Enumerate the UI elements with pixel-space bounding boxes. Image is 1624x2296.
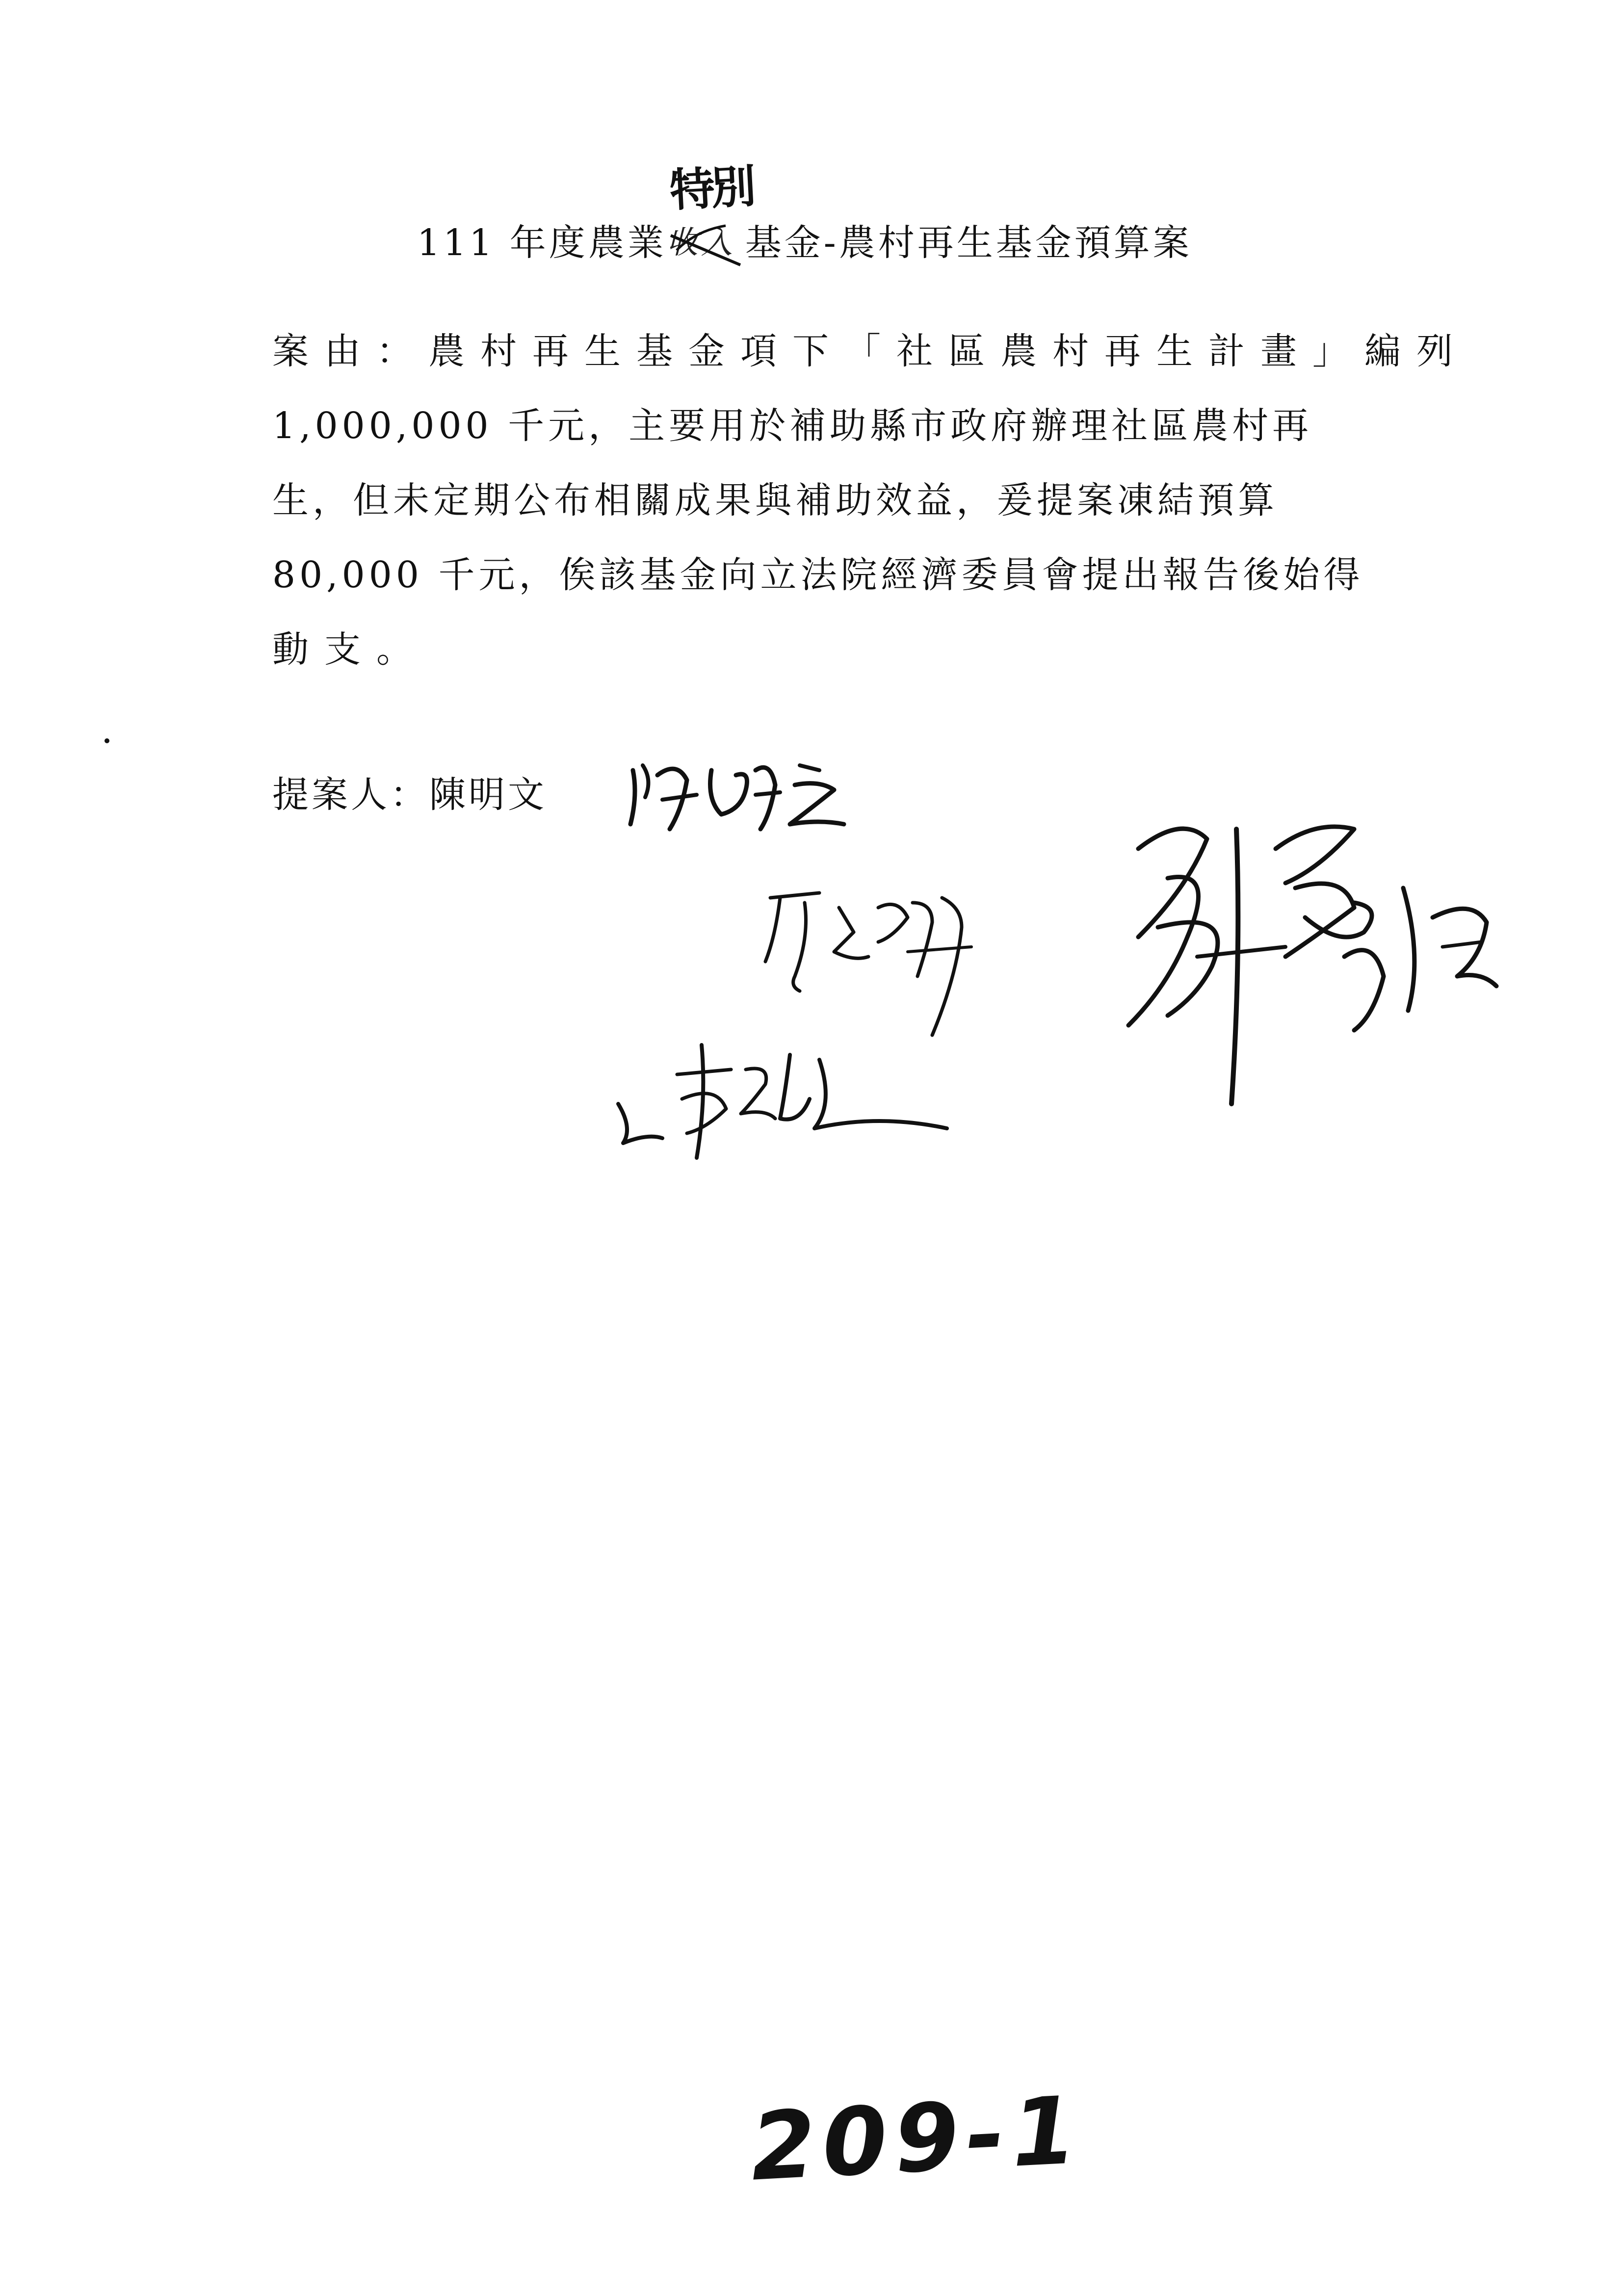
body-line: 1,000,000 千元，主要用於補助縣市政府辦理社區農村再 (272, 405, 1313, 447)
body-line: 80,000 千元，俟該基金向立法院經濟委員會提出報告後始得 (272, 554, 1364, 596)
body-line: 案由：農村再生基金項下「社區農村再生計畫」編列 (272, 330, 1468, 372)
title-suffix: 基金-農村再生基金預算案 (745, 222, 1192, 264)
body-line: 動支。 (272, 628, 428, 671)
signature-2 (756, 878, 1021, 1042)
struck-text: 收入 (666, 225, 735, 261)
title-prefix: 111 年度農業 (417, 222, 667, 264)
signature-4 (603, 1030, 957, 1165)
strike-through-mark (667, 216, 745, 270)
proposal-body (272, 314, 1468, 687)
handwritten-insertion: 特別 (668, 160, 754, 217)
document-title (417, 216, 1192, 270)
proposer-label: 提案人：陳明文 (272, 774, 547, 816)
body-line: 生，但未定期公布相關成果與補助效益，爰提案凍結預算 (272, 479, 1278, 522)
signature-3 (1109, 809, 1541, 1116)
page-number: 209-1 (748, 2076, 1086, 2202)
stray-mark (105, 738, 109, 743)
struck-out-word (667, 216, 745, 270)
signature-1 (623, 751, 859, 836)
